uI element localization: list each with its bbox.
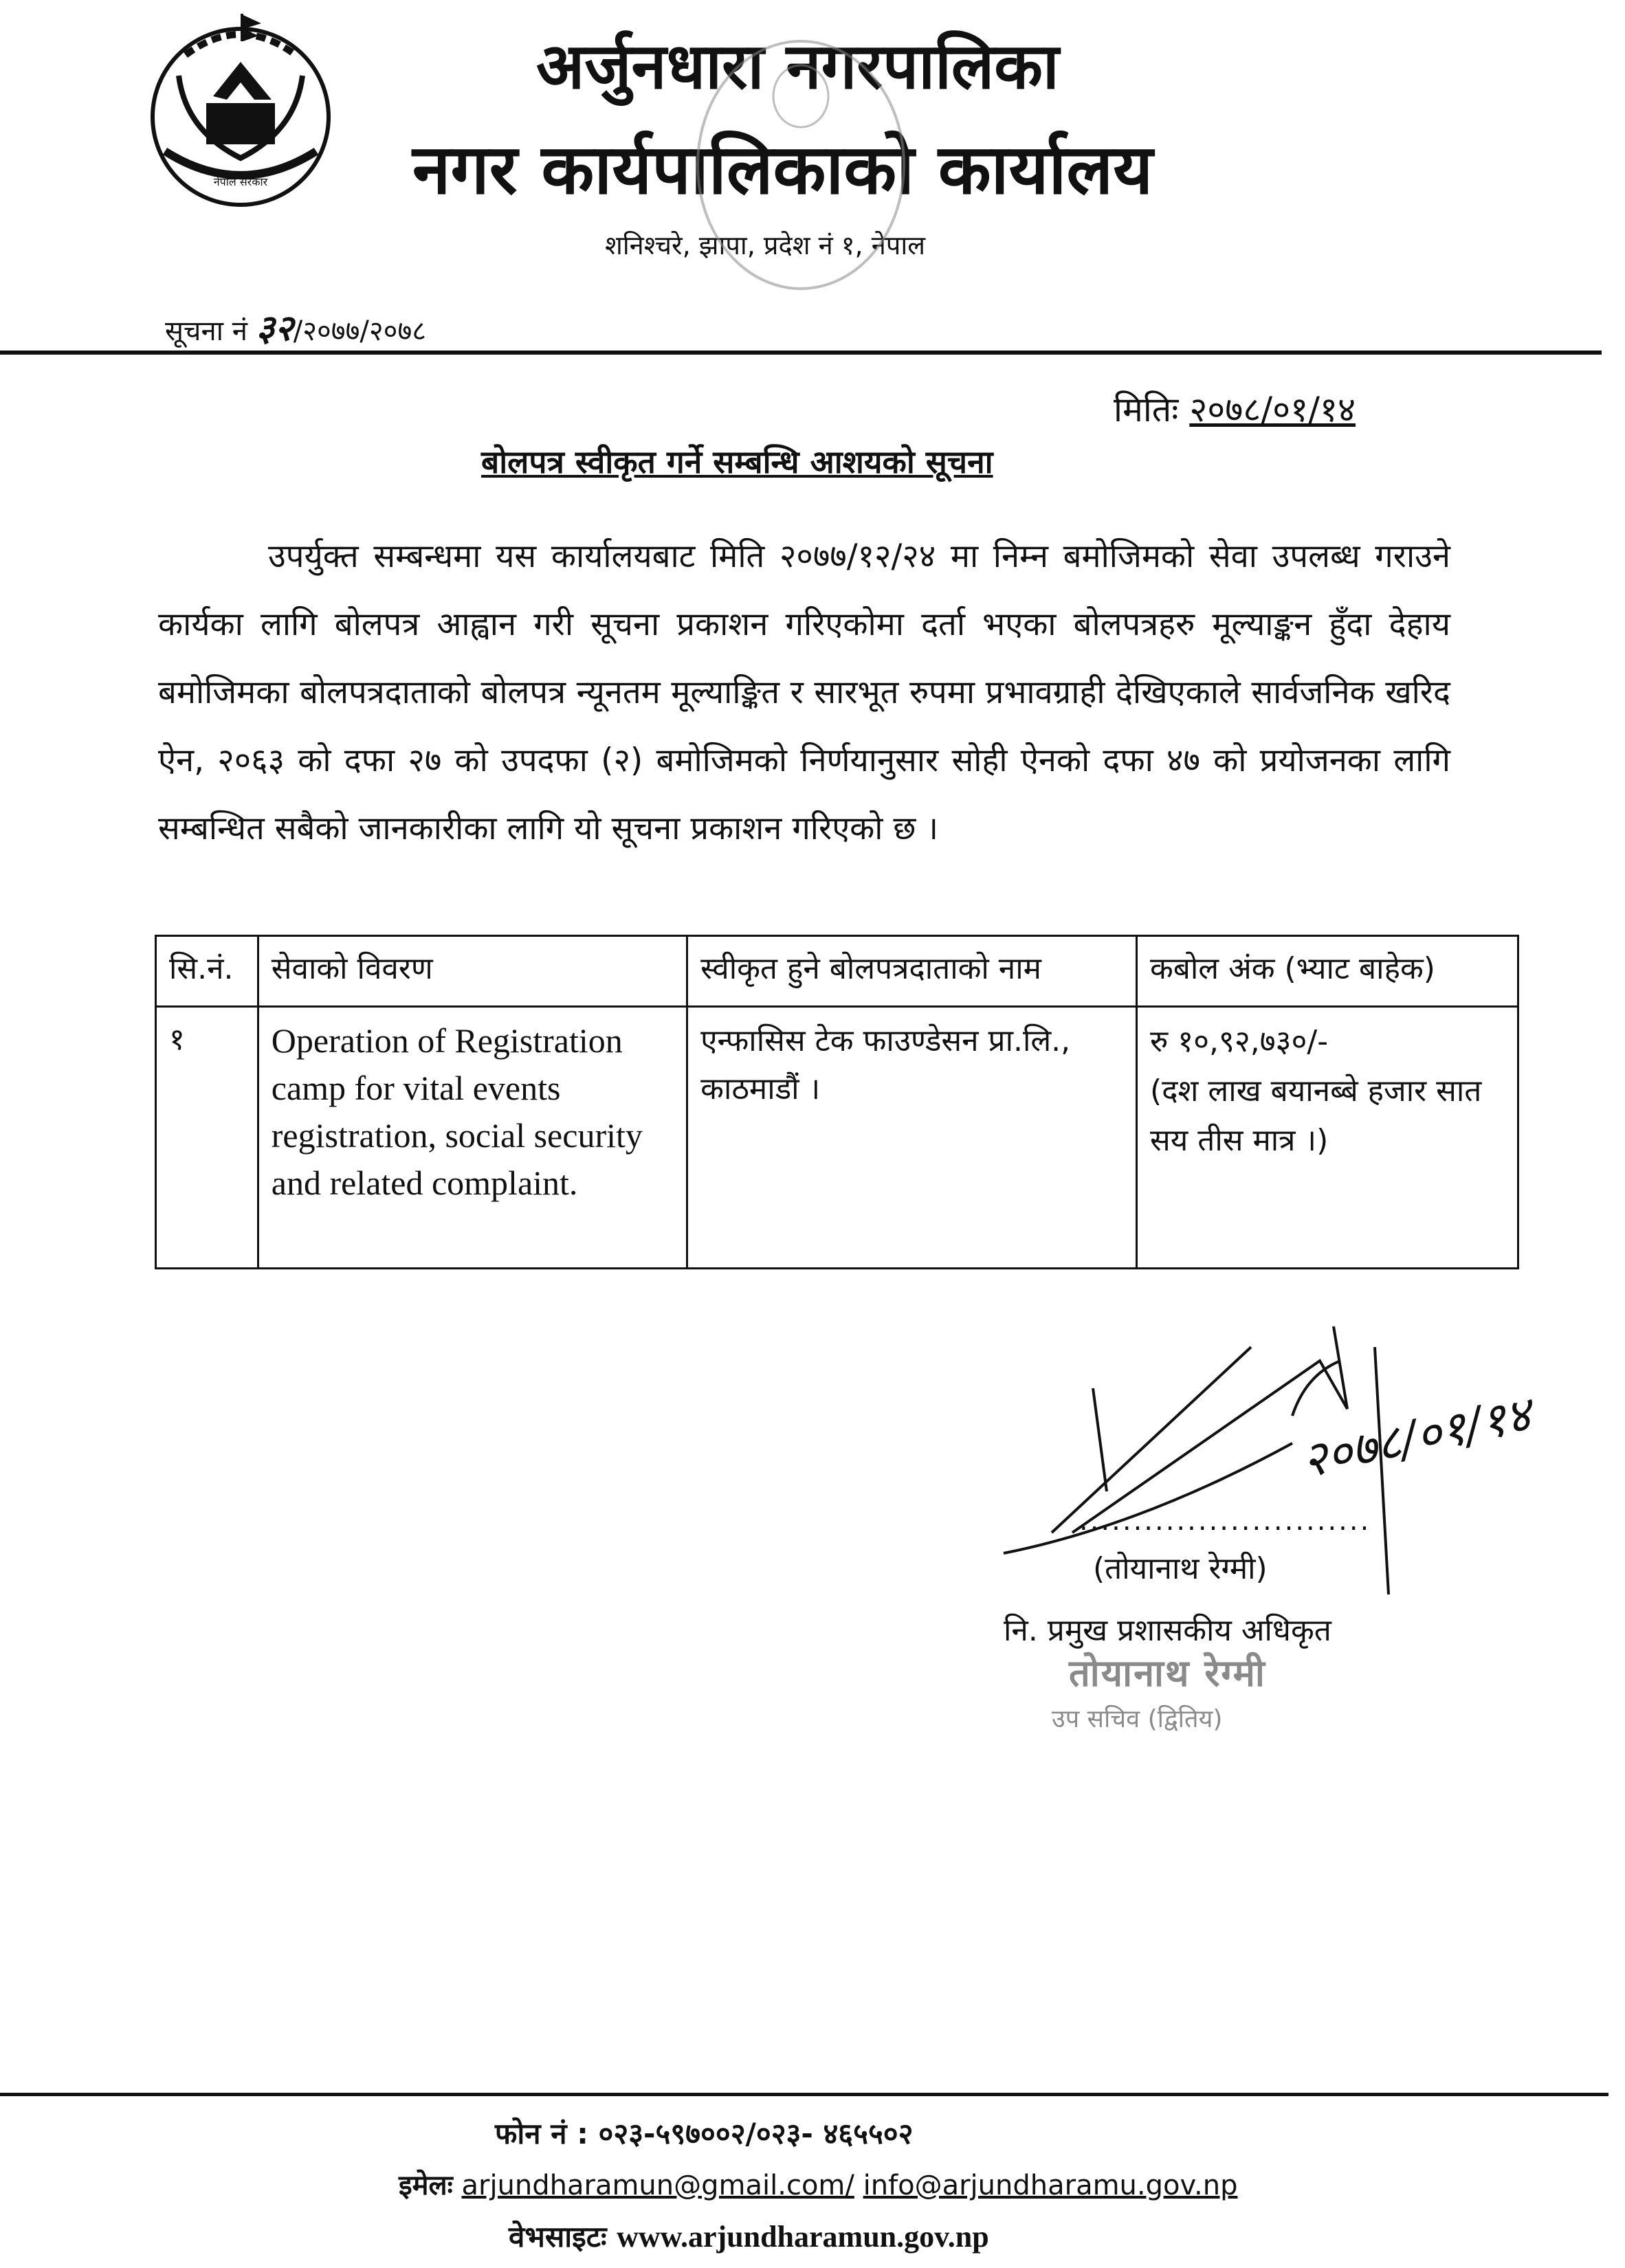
footer-divider (0, 2093, 1609, 2096)
nepal-emblem-icon (137, 14, 344, 213)
cell-service: Operation of Registration camp for vital events registration, social security and related complaint. (258, 1007, 687, 1269)
notice-date (1114, 385, 1356, 432)
website-label: वेभसाइटः (509, 2220, 607, 2254)
name-stamp: तोयानाथ रेग्मी (1069, 1652, 1266, 1695)
email-label: इमेलः (399, 2170, 453, 2201)
date-value: २०७८/०१/१४ (1189, 390, 1356, 430)
signature-icon (962, 1306, 1609, 1601)
signatory-designation: नि. प्रमुख प्रशासकीय अधिकृत (1004, 1613, 1331, 1648)
award-table (155, 935, 1519, 1269)
office-address: शनिश्चरे, झापा, प्रदेश नं १, नेपाल (605, 230, 925, 260)
office-name: नगर कार्यपालिकाको कार्यालय (412, 129, 1153, 210)
emblem-text: नेपाल सरकार (213, 175, 268, 188)
designation-stamp: उप सचिव (द्वितिय) (1052, 1705, 1223, 1733)
office-stamp-icon (687, 14, 914, 302)
table-header-row (156, 936, 1518, 1007)
signature-date: २०७८/०१/१४ (1296, 1386, 1536, 1489)
header-sn: सि.नं. (156, 936, 258, 1007)
email-link-1[interactable]: arjundharamun@gmail.com/ (461, 2170, 854, 2201)
notice-number-prefix: सूचना नं (165, 315, 247, 347)
footer-phone: फोन नं : ०२३-५९७००२/०२३- ४६५५०२ (495, 2117, 914, 2150)
footer-website (509, 2216, 989, 2256)
signatory-name: (तोयानाथ रेग्मी) (1093, 1551, 1268, 1586)
email-link-2[interactable]: info@arjundharamu.gov.np (863, 2170, 1238, 2201)
amount-words: (दश लाख बयानब्बे हजार सात सय तीस मात्र ।) (1149, 1074, 1482, 1158)
footer-email (399, 2165, 1238, 2203)
cell-amount (1136, 1007, 1518, 1269)
header-amount: कबोल अंक (भ्याट बाहेक) (1136, 936, 1518, 1007)
header-bidder: स्वीकृत हुने बोलपत्रदाताको नाम (687, 936, 1137, 1007)
amount-figure: रु १०,९२,७३०/- (1149, 1024, 1329, 1059)
notice-number (165, 302, 426, 351)
table-row (156, 1007, 1518, 1269)
website-link[interactable]: www.arjundharamun.gov.np (617, 2220, 989, 2254)
notice-number-handwritten: ३२ (256, 307, 294, 349)
header-service: सेवाको विवरण (258, 936, 687, 1007)
notice-body: उपर्युक्त सम्बन्धमा यस कार्यालयबाट मिति २०७७/१२/२४ मा निम्न बमोजिमको सेवा उपलब्ध गराउने कार्यका लागि बोलपत्र आह्वान गरी सूचना प्रकाशन गरिएकोमा दर्ता भएका बोलपत्रहरु मूल्याङ्कन हुँदा देहाय बमोजिमका बोलपत्रदाताको बोलपत्र न्यूनतम मूल्याङ्कित र सारभूत रुपमा प्रभावग्राही देखिएकाले सार्वजनिक खरिद ऐन, २०६३ को दफा २७ को उपदफा (२) बमोजिमको निर्णयानुसार सोही ऐनको दफा ४७ को प्रयोजनका लागि सम्बन्धित सबैको जानकारीका लागि यो सूचना प्रकाशन गरिएको छ । (158, 537, 1450, 847)
header-divider (0, 351, 1602, 355)
notice-number-suffix: /२०७७/२०७८ (293, 315, 427, 347)
cell-sn: १ (156, 1007, 258, 1269)
municipality-name: अर्जुनधारा नगरपालिका (536, 30, 1059, 103)
cell-bidder: एन्फासिस टेक फाउण्डेसन प्रा.लि., काठमाडौं । (687, 1007, 1137, 1269)
notice-subject: बोलपत्र स्वीकृत गर्ने सम्बन्धि आशयको सूचना (481, 443, 993, 480)
date-label: मितिः (1114, 390, 1179, 430)
signature-dots: ........................... (1079, 1505, 1371, 1537)
